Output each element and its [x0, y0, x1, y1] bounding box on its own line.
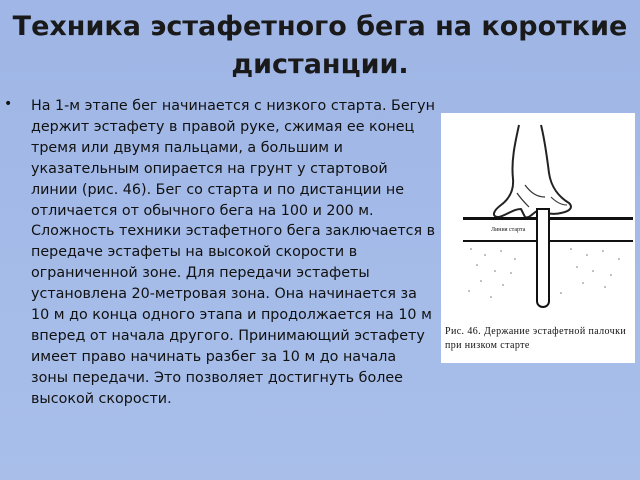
hand-holding-baton-illustration — [441, 113, 635, 323]
figure-relay-start — [441, 113, 635, 363]
bullet-icon: • — [4, 96, 13, 112]
start-line-label: Линия старта — [491, 227, 526, 233]
baton — [537, 209, 549, 307]
body-paragraph: На 1-м этапе бег начинается с низкого старта. Бегун держит эстафету в правой руке, сжимая ее конец тремя или двумя пальцами, а большим и указательным опирается на грунт у стартовой линии (рис. 46). Бег со старта и по дистанции не отличается от обычного бега на 100 и 200 м. Сложность техники эстафетного бега заключается в передаче эстафеты на высокой скорости в ограниченной зоне. Для передачи эстафеты установлена 20-метровая зона. Она начинается за 10 м до конца одного этапа и продолжается на 10 м вперед от начала другого. Принимающий эстафету имеет право начинать разбег за 10 м до начала зоны передачи. Это позволяет достигнуть более высокой скорости. — [31, 98, 436, 407]
slide-title: Техника эстафетного бега на короткие дистанции. — [12, 11, 628, 80]
figure-caption: Рис. 46. Держание эстафетной палочки при низком старте — [445, 326, 627, 351]
